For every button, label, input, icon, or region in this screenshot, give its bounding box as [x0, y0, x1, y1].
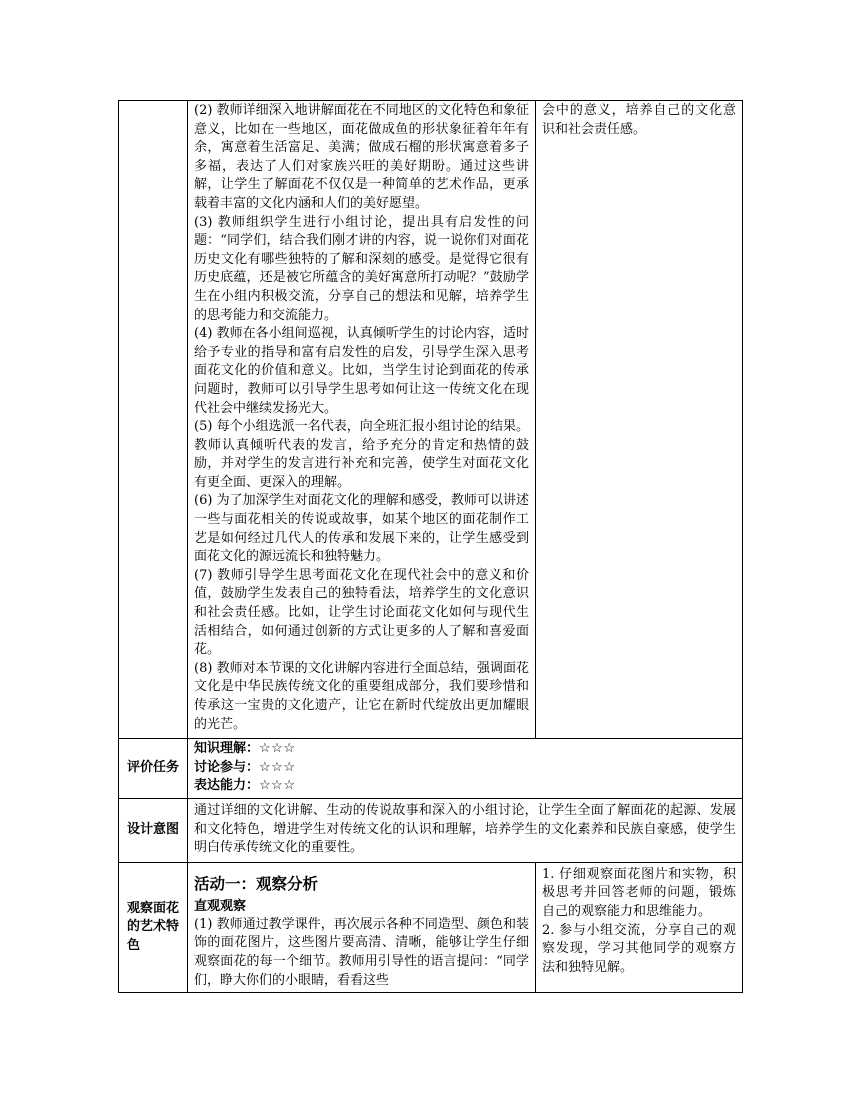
design-cell — [188, 798, 743, 862]
process-step: (6) 为了加深学生对面花文化的理解和感受，教师可以讲述一些与面花相关的传说或故事，如某个地区的面花制作工艺是如何经过几代人的传承和发展下来的，让学生感受到面花文化的源远流长和独特魅力。 — [194, 493, 529, 565]
star-rating: ☆☆☆ — [259, 741, 296, 757]
process-row — [119, 101, 743, 739]
sub-heading: 直观观察 — [194, 898, 247, 914]
process-step: (8) 教师对本节课的文化讲解内容进行全面总结，强调面花文化是中华民族传统文化的重要组成部分，我们要珍惜和传承这一宝贵的文化遗产，让它在新时代绽放出更加耀眼的光芒。 — [194, 660, 529, 732]
evaluation-item — [194, 777, 736, 796]
observe-row — [119, 862, 743, 992]
design-label: 设计意图 — [119, 798, 188, 862]
design-row — [119, 798, 743, 862]
observe-label: 观察面花的艺术特色 — [119, 862, 188, 992]
evaluation-cell — [188, 739, 743, 799]
student-activity-cell — [536, 101, 743, 739]
design-text: 通过详细的文化讲解、生动的传说故事和深入的小组讨论，让学生全面了解面花的起源、发展和文化特色，增进学生对传统文化的认识和理解，培养学生的文化素养和民族自豪感，使学生明白传承传统文化的重要性。 — [194, 802, 736, 856]
observe-text: (1) 教师通过教学课件，再次展示各种不同造型、颜色和装饰的面花图片，这些图片要高清、清晰，能够让学生仔细观察面花的每一个细节。教师用引导性的语言提问：“同学们，睁大你们的小眼睛，看看这些 — [194, 916, 529, 988]
star-rating: ☆☆☆ — [259, 778, 296, 794]
evaluation-item-name: 知识理解： — [194, 741, 260, 757]
observe-content-cell — [188, 862, 536, 992]
star-rating: ☆☆☆ — [259, 759, 296, 775]
evaluation-item — [194, 759, 736, 778]
evaluation-label: 评价任务 — [119, 739, 188, 799]
student-activity-text: 会中的意义，培养自己的文化意识和社会责任感。 — [542, 103, 736, 137]
evaluation-item — [194, 740, 736, 759]
process-step: (4) 教师在各小组间巡视，认真倾听学生的讨论内容，适时给予专业的指导和富有启发性的启发，引导学生深入思考面花文化的价值和意义。比如，当学生讨论到面花的传承问题时，教师可以引导学生思考如何让这一传统文化在现代社会中继续发扬光大。 — [194, 326, 529, 416]
process-step: (2) 教师详细深入地讲解面花在不同地区的文化特色和象征意义，比如在一些地区，面花做成鱼的形状象征着年年有余，寓意着生活富足、美满；做成石榴的形状寓意着多子多福，表达了人们对家族兴旺的美好期盼。通过这些讲解，让学生了解面花不仅仅是一种简单的艺术作品，更承载着丰富的文化内涵和人们的美好愿望。 — [194, 103, 529, 211]
activity-title: 活动一：观察分析 — [194, 874, 319, 893]
process-step: (3) 教师组织学生进行小组讨论，提出具有启发性的问题：“同学们，结合我们刚才讲的内容，说一说你们对面花历史文化有哪些独特的了解和深刻的感受。是觉得它很有历史底蕴，还是被它所蕴含的美好寓意所打动呢？”鼓励学生在小组内积极交流，分享自己的想法和见解，培养学生的思考能力和交流能力。 — [194, 214, 529, 323]
student-point: 2. 参与小组交流，分享自己的观察发现，学习其他同学的观察方法和独特见解。 — [542, 922, 736, 975]
student-point: 1. 仔细观察面花图片和实物，积极思考并回答老师的问题，锻炼自己的观察能力和思维能力。 — [542, 866, 736, 919]
process-step: (5) 每个小组选派一名代表，向全班汇报小组讨论的结果。教师认真倾听代表的发言，给予充分的肯定和热情的鼓励，并对学生的发言进行补充和完善，使学生对面花文化有更全面、更深入的理解。 — [194, 419, 529, 490]
process-label — [119, 101, 188, 739]
lesson-plan-table — [118, 100, 743, 993]
observe-student-cell — [536, 862, 743, 992]
evaluation-item-name: 讨论参与： — [194, 759, 260, 775]
process-steps-cell — [188, 101, 536, 739]
evaluation-row — [119, 739, 743, 799]
process-step: (7) 教师引导学生思考面花文化在现代社会中的意义和价值，鼓励学生发表自己的独特看法，培养学生的文化意识和社会责任感。比如，让学生讨论面花文化如何与现代生活相结合，如何通过创新的方式让更多的人了解和喜爱面花。 — [194, 567, 529, 658]
evaluation-item-name: 表达能力： — [194, 778, 260, 794]
